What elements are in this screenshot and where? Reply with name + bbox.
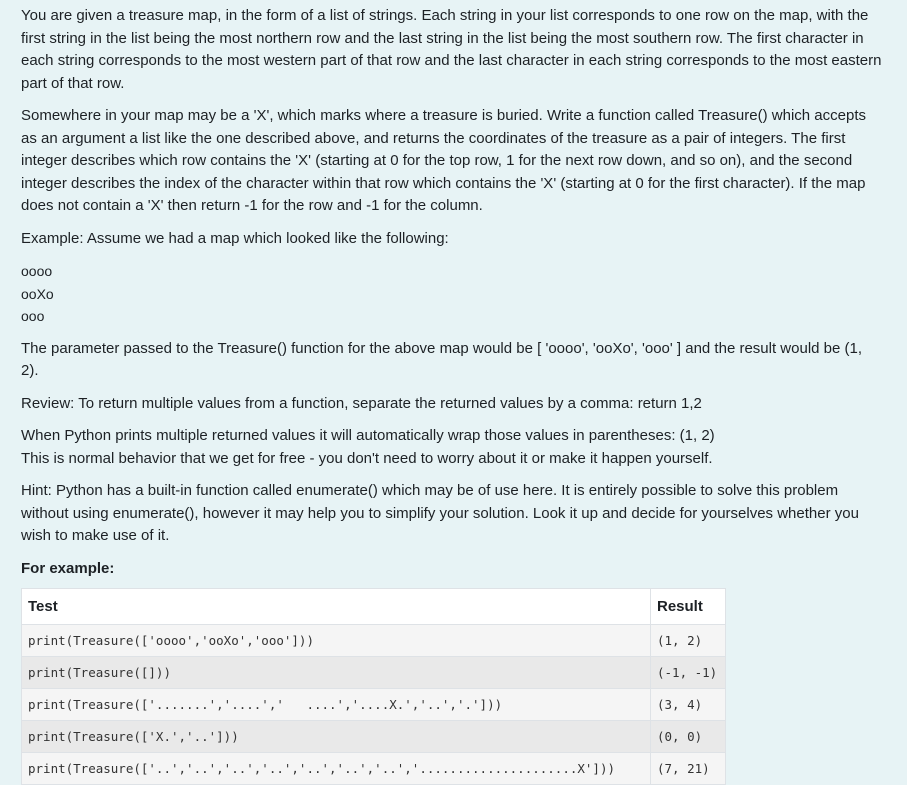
- hint-paragraph: Hint: Python has a built-in function called enumerate() which may be of use here. It is entirely possible to solve this problem without using enumerate(), however it may help you to simplify your solution. Look it up and decide for yourselves whether you wish to make use of it.: [21, 482, 859, 544]
- example-intro: Example: Assume we had a map which looked like the following:: [21, 229, 449, 247]
- prints-line-2: This is normal behavior that we get for free - you don't need to worry about it or make it happen yourself.: [21, 449, 713, 467]
- map-row: oooo: [21, 263, 53, 279]
- example-map: [21, 260, 907, 328]
- table-row: [22, 657, 726, 689]
- test-cell: print(Treasure(['..','..','..','..','..','..','..','.....................X'])): [22, 753, 651, 785]
- question-text-panel: [10, 0, 907, 776]
- task-paragraph: Somewhere in your map may be a 'X', which marks where a treasure is buried. Write a function called Treasure() which accepts as an argument a list like the one described above, and returns the coordinates of the treasure as a pair of integers. The first integer describes which row contains the 'X' (starting at 0 for the top row, 1 for the next row down, and so on), and the second integer describes the index of the character within that row which contains the 'X' (starting at 0 for the first character). If the map does not contain a 'X' then return -1 for the row and -1 for the column.: [21, 107, 866, 214]
- result-cell: (-1, -1): [651, 657, 726, 689]
- test-cell: print(Treasure(['X.','..'])): [22, 721, 651, 753]
- result-cell: (7, 21): [651, 753, 726, 785]
- result-cell: (0, 0): [651, 721, 726, 753]
- test-cell: print(Treasure([])): [22, 657, 651, 689]
- test-cell: print(Treasure(['.......','....',' ....','....X.','..','.'])): [22, 689, 651, 721]
- table-header-row: [22, 589, 726, 625]
- map-row: ooXo: [21, 285, 54, 302]
- intro-paragraph: You are given a treasure map, in the form of a list of strings. Each string in your list corresponds to one row on the map, with the first string in the list being the most northern row and the last string in the list being the most southern row. The first character in each string corresponds to the most western part of that row and the last character in each string corresponds to the most eastern part of that row.: [21, 7, 882, 92]
- prints-paragraph: [21, 425, 883, 470]
- table-row: [22, 721, 726, 753]
- result-cell: (1, 2): [651, 625, 726, 657]
- examples-table: [21, 588, 726, 785]
- table-row: [22, 625, 726, 657]
- review-paragraph: Review: To return multiple values from a function, separate the returned values by a comma: return 1,2: [21, 394, 702, 412]
- for-example-heading: For example:: [21, 559, 115, 577]
- prints-line-1: When Python prints multiple returned values it will automatically wrap those values in parentheses: (1, 2): [21, 427, 715, 444]
- map-row: ooo: [21, 308, 45, 324]
- test-cell: print(Treasure(['oooo','ooXo','ooo'])): [22, 625, 651, 657]
- parameter-paragraph: The parameter passed to the Treasure() function for the above map would be [ 'oooo', 'ooXo', 'ooo' ] and the result would be (1, 2).: [21, 339, 863, 379]
- result-cell: (3, 4): [651, 689, 726, 721]
- result-column-header: Result: [651, 589, 726, 625]
- table-row: [22, 753, 726, 785]
- test-column-header: Test: [22, 589, 651, 625]
- table-row: [22, 689, 726, 721]
